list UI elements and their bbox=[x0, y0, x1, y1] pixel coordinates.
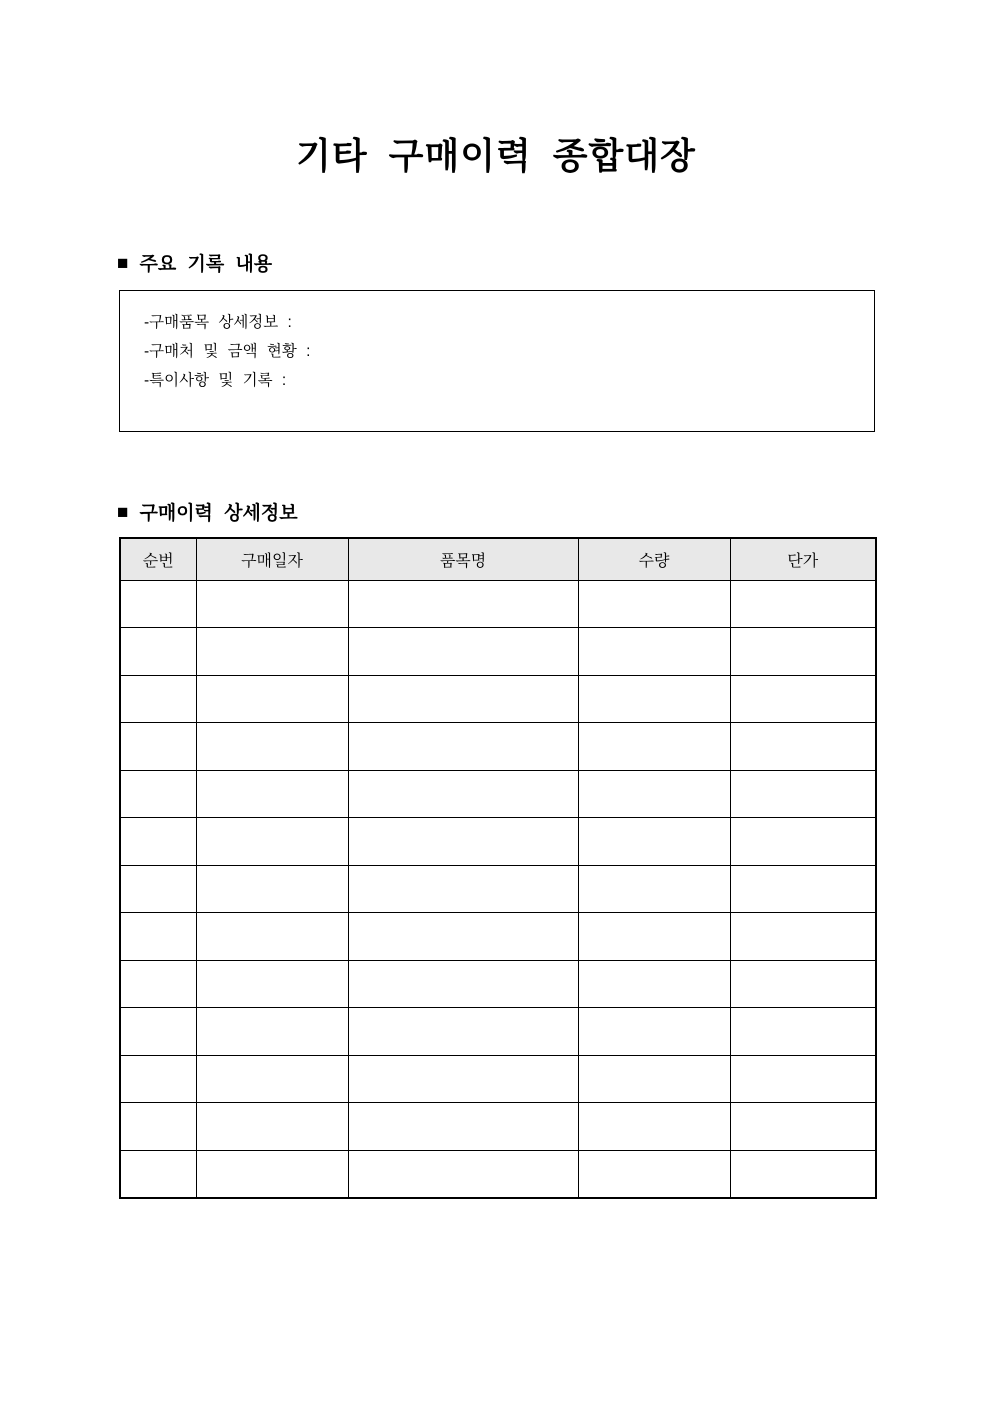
table-cell-empty bbox=[730, 1103, 876, 1151]
table-cell-empty bbox=[348, 628, 578, 676]
table-cell-empty bbox=[578, 1150, 730, 1198]
table-cell-empty bbox=[196, 1055, 348, 1103]
table-cell-empty bbox=[120, 913, 196, 961]
square-bullet-icon: ■ bbox=[117, 502, 129, 523]
table-cell-empty bbox=[196, 580, 348, 628]
table-row bbox=[120, 1150, 876, 1198]
section-heading-detail-label: 구매이력 상세정보 bbox=[139, 503, 298, 524]
table-cell-empty bbox=[578, 628, 730, 676]
table-header-row bbox=[120, 538, 876, 580]
page-title: 기타 구매이력 종합대장 bbox=[296, 135, 696, 176]
table-cell-empty bbox=[196, 913, 348, 961]
table-cell-empty bbox=[120, 1103, 196, 1151]
table-row bbox=[120, 628, 876, 676]
table-cell-empty bbox=[578, 960, 730, 1008]
table-cell-empty bbox=[730, 770, 876, 818]
table-cell-empty bbox=[196, 1008, 348, 1056]
table-cell-empty bbox=[730, 865, 876, 913]
table-cell-empty bbox=[348, 1150, 578, 1198]
table-row bbox=[120, 580, 876, 628]
col-header-seq-no: 순번 bbox=[120, 538, 196, 580]
section-heading-summary-label: 주요 기록 내용 bbox=[139, 254, 273, 275]
square-bullet-icon: ■ bbox=[117, 253, 129, 274]
table-cell-empty bbox=[578, 865, 730, 913]
table-cell-empty bbox=[196, 1150, 348, 1198]
table-cell-empty bbox=[348, 1008, 578, 1056]
purchase-table-body bbox=[120, 580, 876, 1198]
table-cell-empty bbox=[196, 628, 348, 676]
table-cell-empty bbox=[578, 723, 730, 771]
table-cell-empty bbox=[120, 1008, 196, 1056]
table-row bbox=[120, 1008, 876, 1056]
table-cell-empty bbox=[730, 628, 876, 676]
table-row bbox=[120, 1103, 876, 1151]
table-row bbox=[120, 723, 876, 771]
section-heading-summary bbox=[117, 249, 272, 276]
table-cell-empty bbox=[578, 818, 730, 866]
table-cell-empty bbox=[730, 913, 876, 961]
table-cell-empty bbox=[120, 723, 196, 771]
table-cell-empty bbox=[348, 770, 578, 818]
table-row bbox=[120, 865, 876, 913]
table-cell-empty bbox=[120, 675, 196, 723]
table-cell-empty bbox=[196, 818, 348, 866]
table-cell-empty bbox=[348, 1055, 578, 1103]
table-cell-empty bbox=[578, 913, 730, 961]
table-row bbox=[120, 913, 876, 961]
table-cell-empty bbox=[120, 628, 196, 676]
table-cell-empty bbox=[120, 770, 196, 818]
purchase-history-table bbox=[119, 537, 877, 1199]
table-cell-empty bbox=[196, 865, 348, 913]
table-row bbox=[120, 770, 876, 818]
table-cell-empty bbox=[348, 913, 578, 961]
table-cell-empty bbox=[730, 818, 876, 866]
table-cell-empty bbox=[578, 580, 730, 628]
table-cell-empty bbox=[196, 675, 348, 723]
table-row bbox=[120, 960, 876, 1008]
table-row bbox=[120, 1055, 876, 1103]
summary-notes-box bbox=[119, 290, 875, 432]
summary-line-vendor-amount: -구매처 및 금액 현황 : bbox=[144, 343, 311, 360]
col-header-purchase-date: 구매일자 bbox=[196, 538, 348, 580]
table-cell-empty bbox=[730, 1008, 876, 1056]
table-cell-empty bbox=[348, 723, 578, 771]
summary-line-item-detail: -구매품목 상세정보 : bbox=[144, 314, 292, 331]
table-cell-empty bbox=[730, 675, 876, 723]
table-cell-empty bbox=[348, 675, 578, 723]
table-cell-empty bbox=[348, 1103, 578, 1151]
table-cell-empty bbox=[578, 1055, 730, 1103]
table-cell-empty bbox=[578, 1103, 730, 1151]
table-cell-empty bbox=[120, 1055, 196, 1103]
table-cell-empty bbox=[196, 960, 348, 1008]
table-cell-empty bbox=[196, 770, 348, 818]
table-row bbox=[120, 818, 876, 866]
section-heading-detail bbox=[117, 498, 298, 525]
table-cell-empty bbox=[730, 1150, 876, 1198]
purchase-table-header bbox=[120, 538, 876, 580]
table-cell-empty bbox=[196, 723, 348, 771]
col-header-quantity: 수량 bbox=[578, 538, 730, 580]
summary-line-remarks: -특이사항 및 기록 : bbox=[144, 372, 287, 389]
table-cell-empty bbox=[348, 580, 578, 628]
table-cell-empty bbox=[730, 580, 876, 628]
table-cell-empty bbox=[348, 818, 578, 866]
table-cell-empty bbox=[120, 865, 196, 913]
table-cell-empty bbox=[196, 1103, 348, 1151]
table-cell-empty bbox=[120, 960, 196, 1008]
table-cell-empty bbox=[578, 770, 730, 818]
table-cell-empty bbox=[578, 1008, 730, 1056]
table-cell-empty bbox=[730, 723, 876, 771]
table-cell-empty bbox=[730, 1055, 876, 1103]
table-cell-empty bbox=[120, 1150, 196, 1198]
table-cell-empty bbox=[120, 818, 196, 866]
table-cell-empty bbox=[348, 960, 578, 1008]
col-header-unit-price: 단가 bbox=[730, 538, 876, 580]
table-cell-empty bbox=[730, 960, 876, 1008]
table-cell-empty bbox=[120, 580, 196, 628]
table-cell-empty bbox=[578, 675, 730, 723]
col-header-item-name: 품목명 bbox=[348, 538, 578, 580]
table-row bbox=[120, 675, 876, 723]
table-cell-empty bbox=[348, 865, 578, 913]
